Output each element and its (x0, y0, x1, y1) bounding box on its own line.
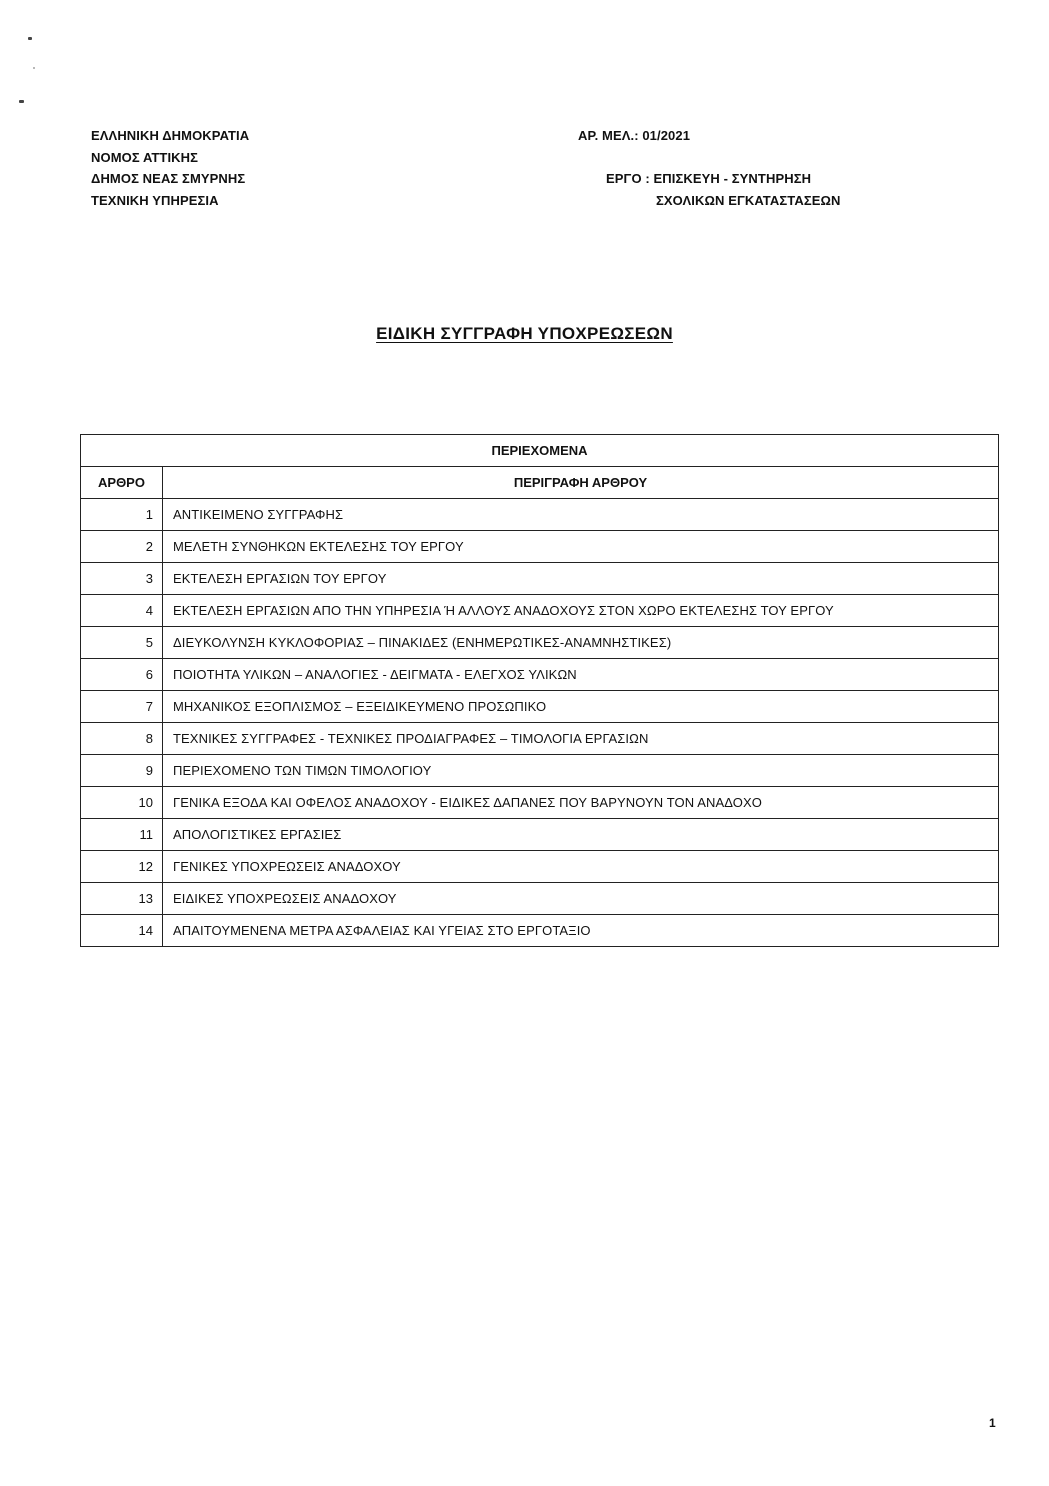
scan-speck (19, 100, 24, 103)
article-number: 1 (81, 499, 163, 531)
table-row (81, 787, 999, 819)
contents-caption-row (81, 435, 999, 467)
article-description: ΑΝΤΙΚΕΙΜΕΝΟ ΣΥΓΓΡΑΦΗΣ (163, 499, 999, 531)
table-row (81, 883, 999, 915)
article-number: 8 (81, 723, 163, 755)
article-description: ΕΚΤΕΛΕΣΗ ΕΡΓΑΣΙΩΝ ΤΟΥ ΕΡΓΟΥ (163, 563, 999, 595)
article-number: 7 (81, 691, 163, 723)
document-title (0, 324, 1049, 344)
col-header-article: ΑΡΘΡΟ (81, 467, 163, 499)
table-row (81, 659, 999, 691)
issuer-line-municipality: ΔΗΜΟΣ ΝΕΑΣ ΣΜΥΡΝΗΣ (91, 171, 246, 186)
article-number: 2 (81, 531, 163, 563)
article-description: ΠΕΡΙΕΧΟΜΕΝΟ ΤΩΝ ΤΙΜΩΝ ΤΙΜΟΛΟΓΙΟΥ (163, 755, 999, 787)
col-header-description: ΠΕΡΙΓΡΑΦΗ ΑΡΘΡΟΥ (163, 467, 999, 499)
article-description: ΓΕΝΙΚΕΣ ΥΠΟΧΡΕΩΣΕΙΣ ΑΝΑΔΟΧΟΥ (163, 851, 999, 883)
table-row (81, 499, 999, 531)
work-title-line1: ΕΡΓΟ : ΕΠΙΣΚΕΥΗ - ΣΥΝΤΗΡΗΣΗ (606, 171, 812, 186)
issuer-block (91, 125, 249, 211)
article-number: 11 (81, 819, 163, 851)
article-number: 10 (81, 787, 163, 819)
article-description: ΜΕΛΕΤΗ ΣΥΝΘΗΚΩΝ ΕΚΤΕΛΕΣΗΣ ΤΟΥ ΕΡΓΟΥ (163, 531, 999, 563)
article-number: 4 (81, 595, 163, 627)
table-row (81, 851, 999, 883)
article-number: 12 (81, 851, 163, 883)
table-row (81, 915, 999, 947)
table-row (81, 531, 999, 563)
issuer-line-prefecture: ΝΟΜΟΣ ΑΤΤΙΚΗΣ (91, 149, 199, 165)
contents-body (81, 499, 999, 947)
table-row (81, 691, 999, 723)
page-number: 1 (989, 1416, 996, 1430)
article-description: ΠΟΙΟΤΗΤΑ ΥΛΙΚΩΝ – ΑΝΑΛΟΓΙΕΣ - ΔΕΙΓΜΑΤΑ - ΕΛΕΓΧΟΣ ΥΛΙΚΩΝ (163, 659, 999, 691)
scan-speck (28, 37, 32, 40)
scan-speck (33, 67, 35, 69)
contents-caption: ΠΕΡΙΕΧΟΜΕΝΑ (81, 435, 999, 467)
article-description: ΤΕΧΝΙΚΕΣ ΣΥΓΓΡΑΦΕΣ - ΤΕΧΝΙΚΕΣ ΠΡΟΔΙΑΓΡΑΦΕΣ – ΤΙΜΟΛΟΓΙΑ ΕΡΓΑΣΙΩΝ (163, 723, 999, 755)
article-description: ΕΚΤΕΛΕΣΗ ΕΡΓΑΣΙΩΝ ΑΠΟ ΤΗΝ ΥΠΗΡΕΣΙΑ Ή ΑΛΛΟΥΣ ΑΝΑΔΟΧΟΥΣ ΣΤΟΝ ΧΩΡΟ ΕΚΤΕΛΕΣΗΣ ΤΟΥ ΕΡΓΟΥ (163, 595, 999, 627)
study-number: ΑΡ. ΜΕΛ.: 01/2021 (578, 128, 691, 143)
article-description: ΑΠΟΛΟΓΙΣΤΙΚΕΣ ΕΡΓΑΣΙΕΣ (163, 819, 999, 851)
article-number: 9 (81, 755, 163, 787)
article-number: 3 (81, 563, 163, 595)
document-title-text: ΕΙΔΙΚΗ ΣΥΓΓΡΑΦΗ ΥΠΟΧΡΕΩΣΕΩΝ (376, 324, 673, 343)
table-row (81, 595, 999, 627)
issuer-line-department: ΤΕΧΝΙΚΗ ΥΠΗΡΕΣΙΑ (91, 192, 219, 208)
article-number: 5 (81, 627, 163, 659)
article-description: ΔΙΕΥΚΟΛΥΝΣΗ ΚΥΚΛΟΦΟΡΙΑΣ – ΠΙΝΑΚΙΔΕΣ (ΕΝΗΜΕΡΩΤΙΚΕΣ-ΑΝΑΜΝΗΣΤΙΚΕΣ) (163, 627, 999, 659)
article-number: 14 (81, 915, 163, 947)
table-row (81, 755, 999, 787)
table-row (81, 627, 999, 659)
article-description: ΕΙΔΙΚΕΣ ΥΠΟΧΡΕΩΣΕΙΣ ΑΝΑΔΟΧΟΥ (163, 883, 999, 915)
article-description: ΓΕΝΙΚΑ ΕΞΟΔΑ ΚΑΙ ΟΦΕΛΟΣ ΑΝΑΔΟΧΟΥ - ΕΙΔΙΚΕΣ ΔΑΠΑΝΕΣ ΠΟΥ ΒΑΡΥΝΟΥΝ ΤΟΝ ΑΝΑΔΟΧΟ (163, 787, 999, 819)
contents-table (80, 434, 999, 947)
article-description: ΑΠΑΙΤΟΥΜΕΝΕΝΑ ΜΕΤΡΑ ΑΣΦΑΛΕΙΑΣ ΚΑΙ ΥΓΕΙΑΣ ΣΤΟ ΕΡΓΟΤΑΞΙΟ (163, 915, 999, 947)
table-row (81, 819, 999, 851)
work-title-line2: ΣΧΟΛΙΚΩΝ ΕΓΚΑΤΑΣΤΑΣΕΩΝ (656, 192, 841, 208)
contents-header-row (81, 467, 999, 499)
table-row (81, 563, 999, 595)
table-row (81, 723, 999, 755)
article-number: 13 (81, 883, 163, 915)
article-description: ΜΗΧΑΝΙΚΟΣ ΕΞΟΠΛΙΣΜΟΣ – ΕΞΕΙΔΙΚΕΥΜΕΝΟ ΠΡΟΣΩΠΙΚΟ (163, 691, 999, 723)
article-number: 6 (81, 659, 163, 691)
issuer-line-country: ΕΛΛΗΝΙΚΗ ΔΗΜΟΚΡΑΤΙΑ (91, 128, 250, 143)
project-block (578, 125, 841, 211)
